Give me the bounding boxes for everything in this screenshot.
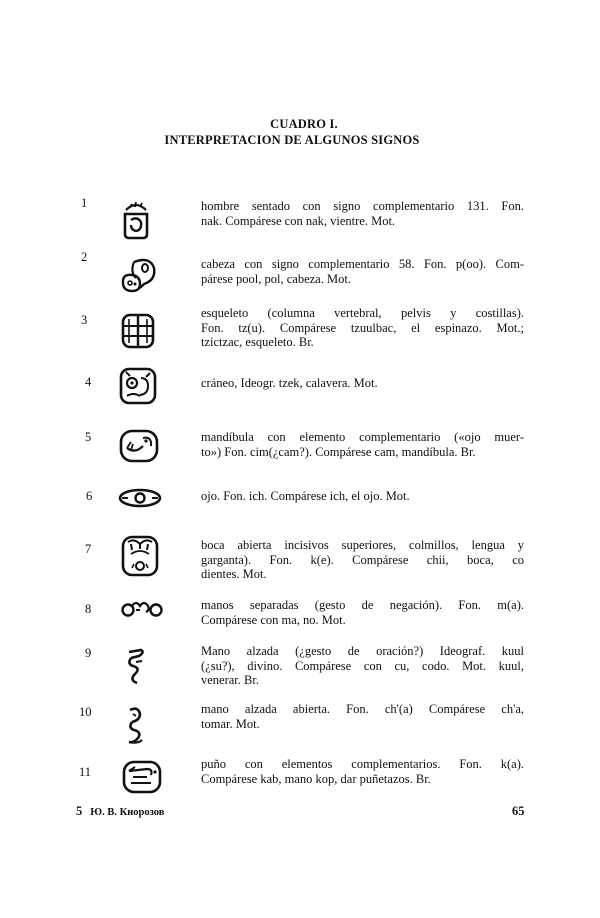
entry-line: párese pool, pol, cabeza. Mot. — [201, 271, 351, 286]
entry-line: to») Fon. cim(¿cam?). Compárese cam, mandíbula. Br. — [201, 444, 476, 459]
entry-number: 4 — [85, 375, 92, 389]
entry-line: puño con elementos complementarios. Fon. k(a). — [201, 757, 524, 771]
entry-description — [201, 757, 524, 786]
entry-line: cabeza con signo complementario 58. Fon. p(oo). Com- — [201, 257, 524, 271]
entry-line: venerar. Br. — [201, 673, 259, 688]
entry-number: 7 — [85, 542, 92, 556]
entry-number: 3 — [81, 313, 88, 327]
entry-line: tomar. Mot. — [201, 716, 260, 731]
entry-number: 9 — [85, 646, 92, 660]
entry-description — [201, 430, 524, 459]
entry-description — [201, 538, 524, 582]
maya-glyph-skull-icon — [118, 366, 158, 406]
entry-number: 5 — [85, 430, 92, 444]
entry-line: Mano alzada (¿gesto de oración?) Ideograf. kuul — [201, 644, 524, 658]
entry-description — [201, 598, 524, 627]
entry-line: Compárese con ma, no. Mot. — [201, 612, 346, 627]
entry-line: mandíbula con elemento complementario («ojo muer- — [201, 430, 524, 444]
page-number: 65 — [512, 804, 525, 818]
entry-line: ojo. Fon. ich. Compárese ich, el ojo. Mot. — [201, 489, 410, 503]
entry-line: tzictzac, esqueleto. Br. — [201, 335, 314, 350]
maya-glyph-open-hand-icon — [124, 706, 146, 746]
entry-line: Compárese kab, mano kop, dar puñetazos. Br. — [201, 771, 431, 786]
maya-glyph-jaw-icon — [118, 428, 160, 464]
footer-author: Ю. В. Кнорозов — [90, 807, 165, 818]
entry-number: 1 — [81, 196, 88, 210]
entry-line: manos separadas (gesto de negación). Fon. m(a). — [201, 598, 524, 612]
maya-glyph-separated-hands-icon — [120, 598, 164, 620]
maya-glyph-skeleton-icon — [120, 312, 156, 350]
entry-description — [201, 199, 524, 228]
maya-glyph-head-icon — [120, 258, 158, 294]
entry-line: mano alzada abierta. Fon. ch'(a) Compárese ch'a, — [201, 702, 524, 716]
entry-line: garganta). Fon. k(e). Compárese chii, boca, co — [201, 552, 524, 567]
entry-line: hombre sentado con signo complementario 131. Fon. — [201, 199, 524, 213]
maya-glyph-fist-icon — [121, 759, 163, 795]
signature-mark: 5 — [76, 804, 83, 818]
entry-line: Fon. tz(u). Compárese tzuulbac, el espinazo. Mot.; — [201, 320, 524, 335]
maya-glyph-open-mouth-icon — [120, 534, 160, 578]
entry-line: esqueleto (columna vertebral, pelvis y costillas). — [201, 306, 524, 320]
entry-number: 11 — [79, 765, 92, 779]
entry-description — [201, 644, 524, 688]
entry-line: dientes. Mot. — [201, 567, 267, 582]
entry-number: 2 — [81, 250, 88, 264]
maya-glyph-eye-icon — [118, 487, 162, 509]
entry-description — [201, 376, 524, 391]
entry-description — [201, 257, 524, 286]
entry-line: boca abierta incisivos superiores, colmillos, lengua y — [201, 538, 524, 552]
maya-glyph-seated-man-icon — [120, 198, 152, 240]
maya-glyph-raised-hand-icon — [123, 646, 149, 686]
table-title: CUADRO I. — [270, 117, 338, 131]
entry-line: (¿su?), divino. Compárese con cu, codo. Mot. kuul, — [201, 658, 524, 673]
entry-line: nak. Compárese con nak, vientre. Mot. — [201, 213, 396, 228]
entry-description — [201, 306, 524, 350]
entry-description — [201, 702, 524, 731]
entry-line: cráneo, Ideogr. tzek, calavera. Mot. — [201, 376, 378, 390]
table-subtitle: INTERPRETACION DE ALGUNOS SIGNOS — [164, 133, 420, 147]
entry-description — [201, 489, 524, 504]
entry-number: 8 — [85, 602, 92, 616]
entry-number: 6 — [86, 489, 93, 503]
footer-left — [76, 804, 164, 819]
entry-number: 10 — [79, 705, 92, 719]
